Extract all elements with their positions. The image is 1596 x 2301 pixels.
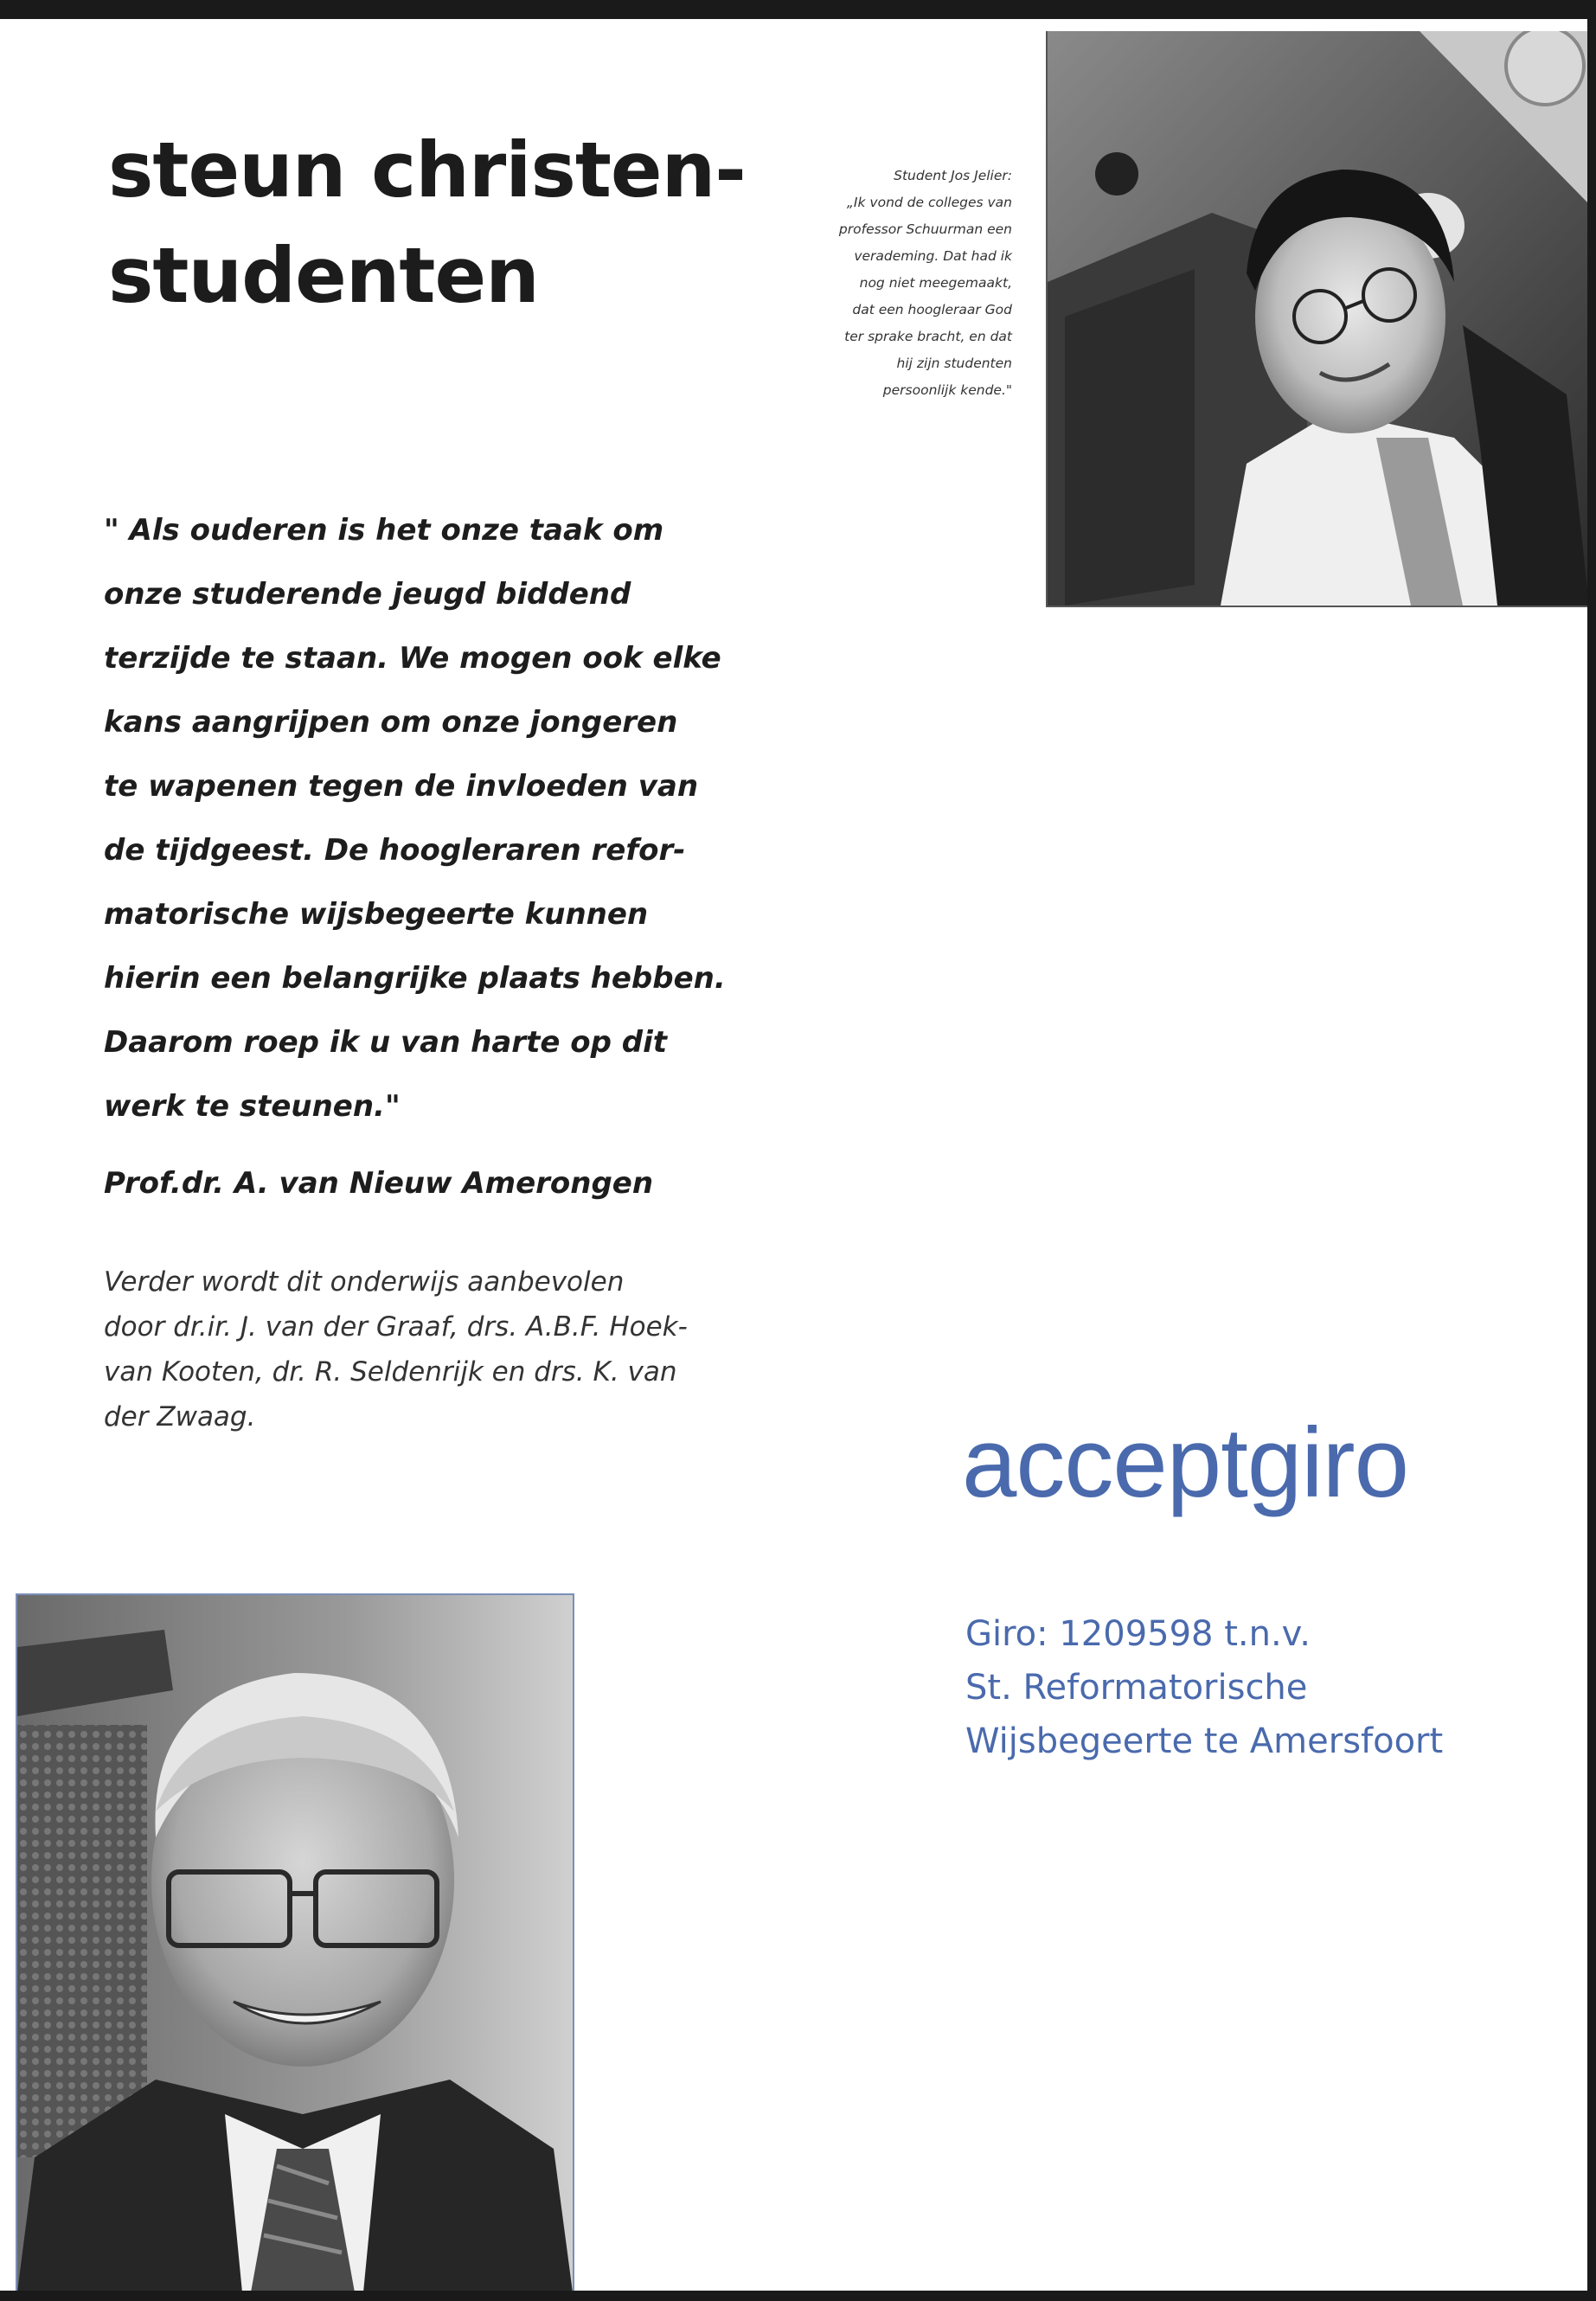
heading-line-2: studenten [108, 231, 539, 320]
document-page [0, 24, 1587, 2291]
caption-line: ter sprake bracht, en dat [844, 329, 1012, 344]
quote-line: te wapenen tegen de invloeden van [104, 769, 699, 804]
quote-line: hierin een belangrijke plaats hebben. [104, 961, 726, 996]
recommendation-line: van Kooten, dr. R. Seldenrijk en drs. K. van [104, 1356, 677, 1388]
caption-line: professor Schuurman een [838, 221, 1012, 237]
quote-block [104, 498, 726, 1138]
giro-line: St. Reformatorische [965, 1668, 1308, 1708]
quote-line: de tijdgeest. De hoogleraren refor- [104, 833, 686, 868]
quote-line: terzijde te staan. We mogen ook elke [104, 641, 721, 676]
recommendation-line: Verder wordt dit onderwijs aanbevolen [104, 1266, 625, 1298]
acceptgiro-title: acceptgiro [962, 1408, 1408, 1518]
quote-line: onze studerende jeugd biddend [104, 577, 631, 612]
quote-line: werk te steunen." [104, 1089, 401, 1124]
scan-edge-right [1587, 0, 1596, 2301]
page-heading [108, 118, 746, 329]
recommendation-line: door dr.ir. J. van der Graaf, drs. A.B.F. Hoek- [104, 1311, 688, 1343]
quote-line: " Als ouderen is het onze taak om [104, 513, 664, 548]
student-photo-caption [779, 163, 1012, 404]
scan-edge-bottom [0, 2291, 1596, 2301]
giro-line: Giro: 1209598 t.n.v. [965, 1614, 1311, 1654]
caption-line: dat een hoogleraar God [852, 302, 1012, 317]
caption-line: nog niet meegemaakt, [859, 275, 1012, 291]
quote-line: kans aangrijpen om onze jongeren [104, 705, 678, 740]
giro-details [965, 1607, 1443, 1768]
caption-line: Student Jos Jelier: [894, 168, 1012, 183]
professor-photo-image [17, 1595, 573, 2291]
heading-line-1: steun christen- [108, 125, 746, 215]
caption-line: „Ik vond de colleges van [846, 195, 1012, 210]
student-photo-image [1048, 31, 1587, 606]
recommendation-line: der Zwaag. [104, 1401, 256, 1433]
student-photo [1046, 31, 1587, 607]
caption-line: persoonlijk kende." [882, 382, 1012, 398]
quote-line: Daarom roep ik u van harte op dit [104, 1025, 667, 1060]
recommendation-text [104, 1259, 692, 1439]
quote-author: Prof.dr. A. van Nieuw Amerongen [104, 1166, 654, 1201]
giro-line: Wijsbegeerte te Amersfoort [965, 1721, 1444, 1761]
caption-line: hij zijn studenten [896, 356, 1012, 371]
professor-photo [16, 1593, 574, 2291]
quote-line: matorische wijsbegeerte kunnen [104, 897, 649, 932]
caption-line: verademing. Dat had ik [854, 248, 1012, 264]
